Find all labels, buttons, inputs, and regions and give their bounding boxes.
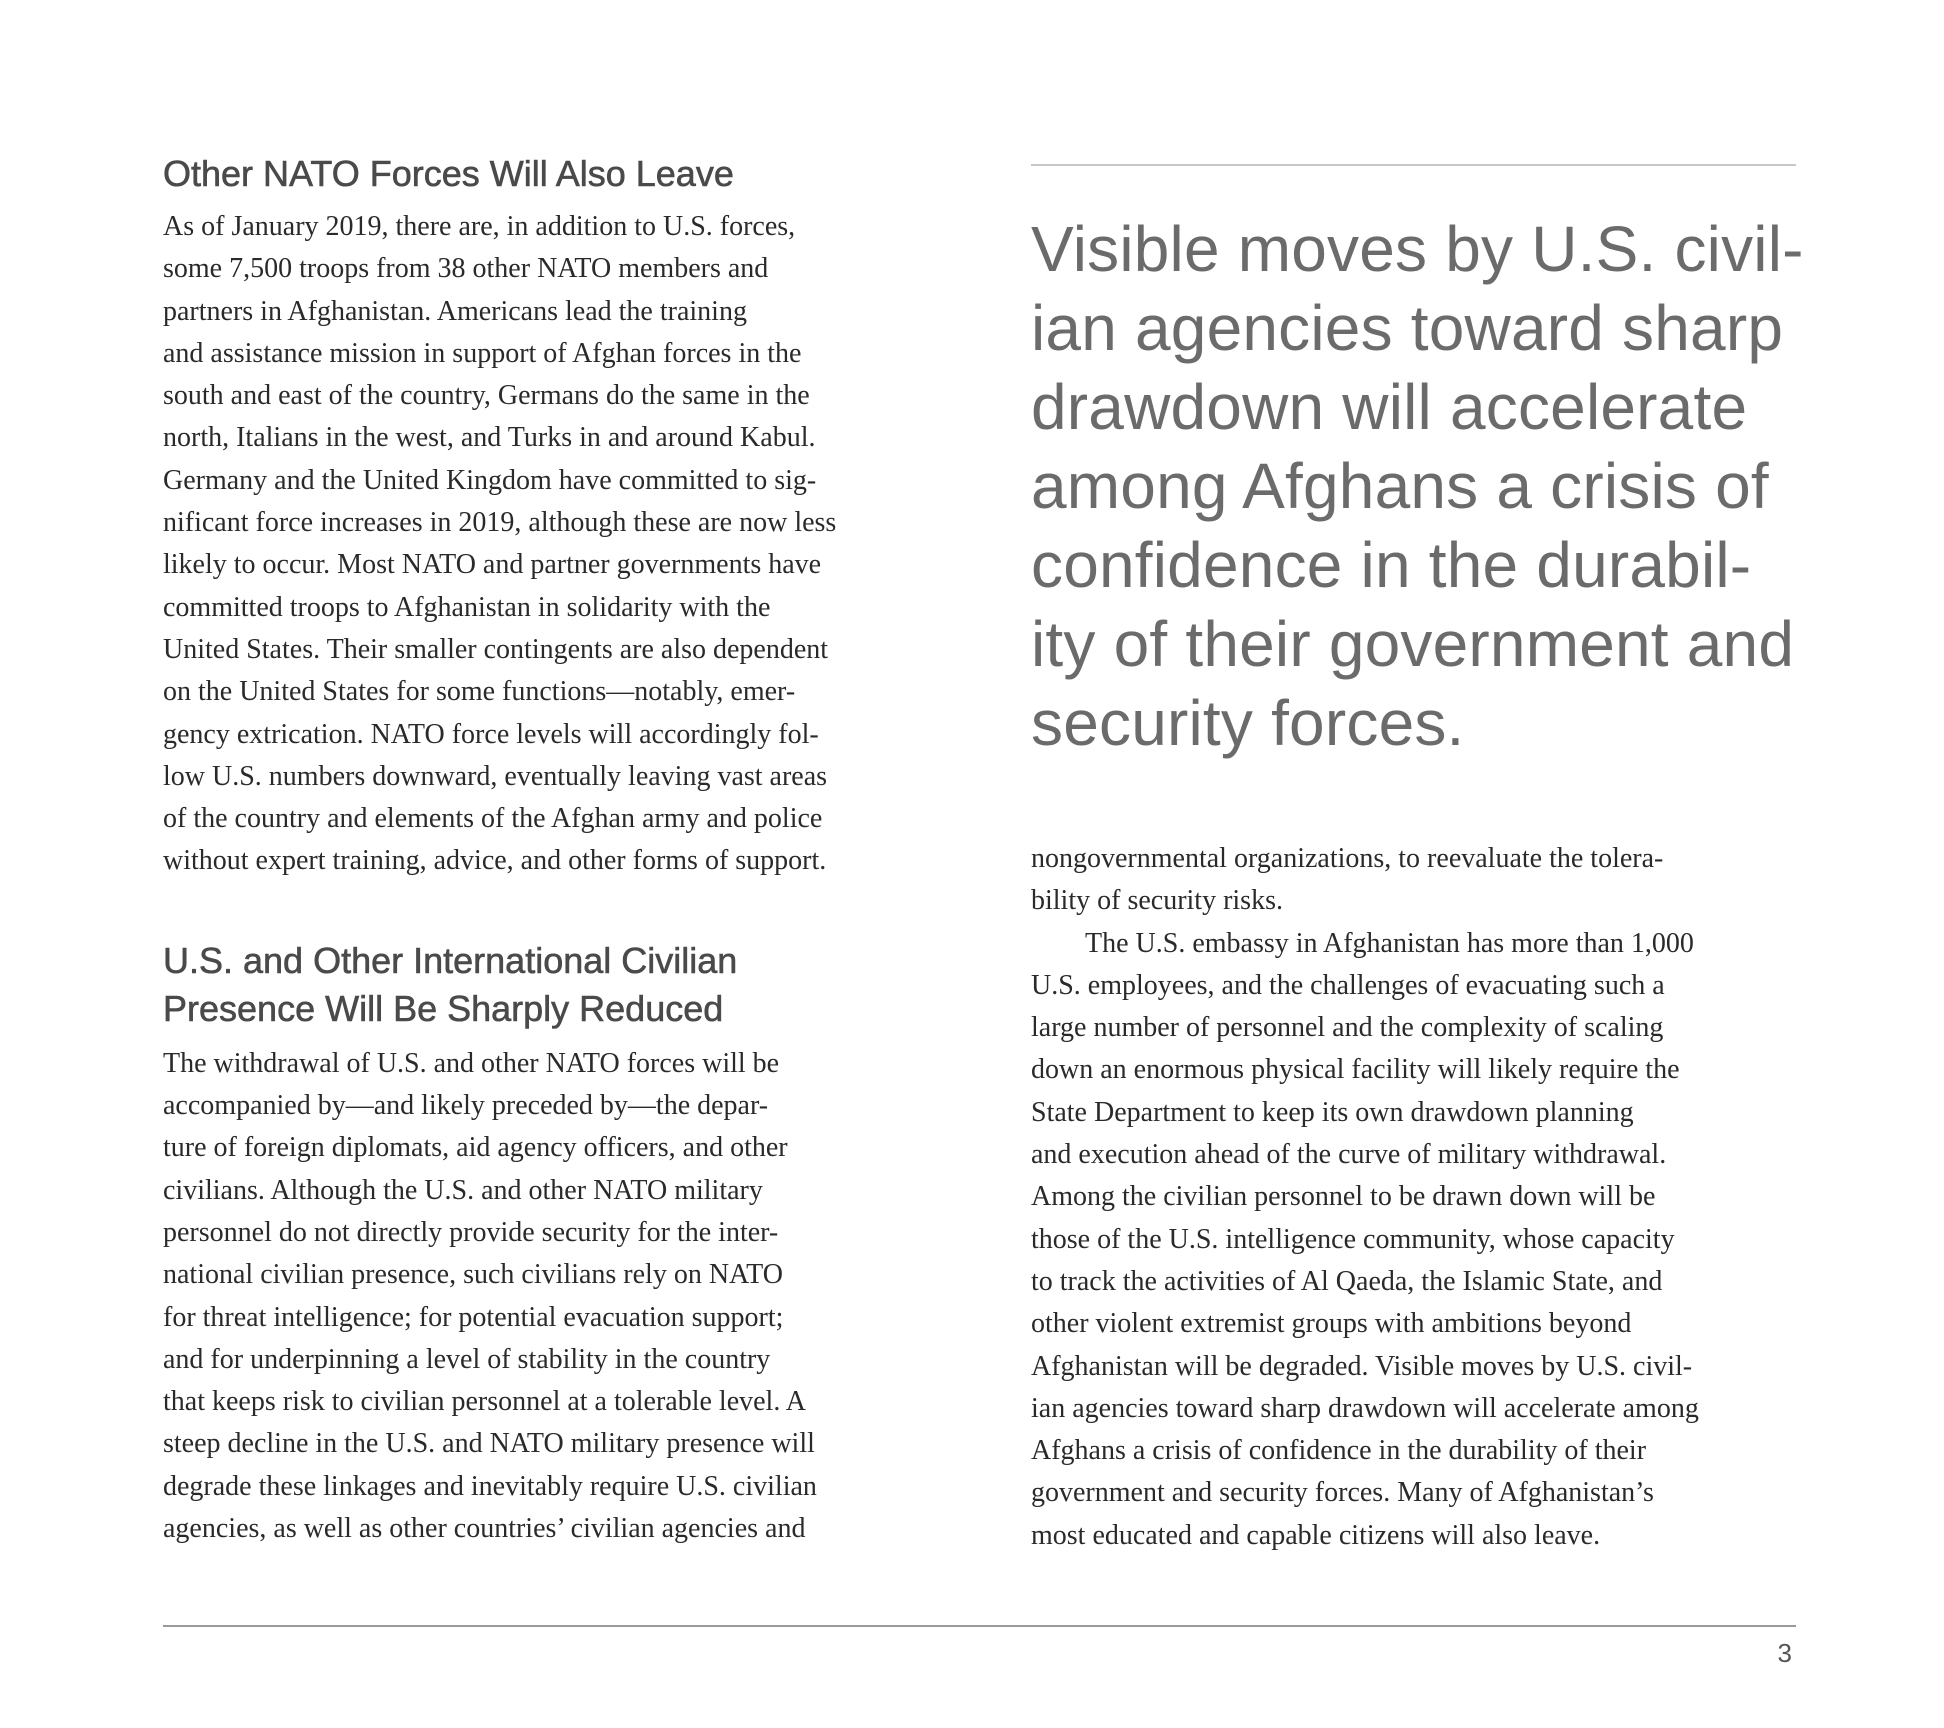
text-line: State Department to keep its own drawdown planning: [1031, 1096, 1634, 1128]
text-line: steep decline in the U.S. and NATO military presence will: [163, 1428, 815, 1460]
left-column: [163, 150, 933, 1550]
right-column-body: [1031, 838, 1796, 1557]
text-line: ture of foreign diplomats, aid agency officers, and other: [163, 1132, 788, 1164]
text-line: degrade these linkages and inevitably require U.S. civilian: [163, 1470, 817, 1502]
text-line: nongovernmental organizations, to reevaluate the tolera-: [1031, 843, 1664, 874]
text-line: other violent extremist groups with ambitions beyond: [1031, 1308, 1632, 1340]
text-line: for threat intelligence; for potential evacuation support;: [163, 1301, 784, 1333]
text-line: Among the civilian personnel to be drawn down will be: [1031, 1181, 1656, 1213]
pull-quote-line: security forces.: [1031, 687, 1465, 759]
text-line: ian agencies toward sharp drawdown will accelerate among: [1031, 1392, 1699, 1424]
text-line: bility of security risks.: [1031, 885, 1283, 917]
text-line: without expert training, advice, and other forms of support.: [163, 845, 827, 877]
text-line: likely to occur. Most NATO and partner governments have: [163, 549, 822, 581]
text-line: accompanied by—and likely preceded by—the depar-: [163, 1090, 769, 1122]
page-number: 3: [1777, 1638, 1792, 1668]
footer-divider: [163, 1625, 1796, 1627]
text-line: large number of personnel and the complexity of scaling: [1031, 1012, 1664, 1044]
text-line: The withdrawal of U.S. and other NATO forces will be: [163, 1047, 780, 1079]
section-heading-nato-forces: Other NATO Forces Will Also Leave: [163, 153, 734, 194]
text-line: and execution ahead of the curve of military withdrawal.: [1031, 1139, 1667, 1171]
text-line: Afghanistan will be degraded. Visible moves by U.S. civil-: [1031, 1350, 1693, 1382]
text-line: Afghans a crisis of confidence in the durability of their: [1031, 1435, 1647, 1467]
text-line: civilians. Although the U.S. and other NATO military: [163, 1174, 763, 1206]
text-line: The U.S. embassy in Afghanistan has more than 1,000: [1085, 927, 1694, 959]
text-line: that keeps risk to civilian personnel at a tolerable level. A: [163, 1386, 807, 1418]
section-heading-civilian-presence: [163, 937, 933, 1033]
text-line: low U.S. numbers downward, eventually leaving vast areas: [163, 760, 828, 792]
text-line: nificant force increases in 2019, although these are now less: [163, 507, 837, 539]
text-line: down an enormous physical facility will likely require the: [1031, 1054, 1680, 1086]
right-paragraph-2: [1031, 923, 1796, 1557]
pull-quote-line: ian agencies toward sharp: [1031, 292, 1784, 364]
text-line: committed troops to Afghanistan in solidarity with the: [163, 591, 771, 623]
pull-quote: [1031, 210, 1804, 763]
heading-line: U.S. and Other International Civilian: [163, 939, 738, 981]
text-line: on the United States for some functions—notably, emer-: [163, 676, 796, 708]
pull-quote-line: Visible moves by U.S. civil-: [1031, 213, 1804, 285]
text-line: of the country and elements of the Afghan army and police: [163, 803, 823, 835]
text-line: Germany and the United Kingdom have committed to sig-: [163, 464, 817, 496]
text-line: south and east of the country, Germans do the same in the: [163, 380, 810, 412]
heading-line: Presence Will Be Sharply Reduced: [163, 987, 724, 1029]
text-line: and for underpinning a level of stability in the country: [163, 1343, 771, 1375]
pull-quote-divider: [1031, 164, 1796, 166]
pull-quote-line: ity of their government and: [1031, 608, 1795, 680]
text-line: personnel do not directly provide security for the inter-: [163, 1216, 779, 1248]
text-line: to track the activities of Al Qaeda, the Islamic State, and: [1031, 1265, 1663, 1297]
text-line: most educated and capable citizens will also leave.: [1031, 1519, 1601, 1551]
text-line: agencies, as well as other countries’ civilian agencies and: [163, 1513, 806, 1545]
text-line: United States. Their smaller contingents are also dependent: [163, 633, 829, 665]
text-line: those of the U.S. intelligence community, whose capacity: [1031, 1223, 1675, 1255]
text-line: government and security forces. Many of Afghanistan’s: [1031, 1477, 1654, 1509]
pull-quote-line: confidence in the durabil-: [1031, 529, 1752, 601]
right-paragraph-1: [1031, 838, 1796, 923]
text-line: some 7,500 troops from 38 other NATO members and: [163, 253, 769, 285]
text-line: national civilian presence, such civilians rely on NATO: [163, 1259, 783, 1291]
section2-body: [163, 1043, 933, 1551]
text-line: and assistance mission in support of Afghan forces in the: [163, 337, 802, 369]
text-line: U.S. employees, and the challenges of evacuating such a: [1031, 969, 1665, 1001]
pull-quote-line: among Afghans a crisis of: [1031, 450, 1769, 522]
text-line: north, Italians in the west, and Turks in and around Kabul.: [163, 422, 816, 454]
text-line: As of January 2019, there are, in addition to U.S. forces,: [163, 211, 796, 242]
text-line: partners in Afghanistan. Americans lead the training: [163, 295, 747, 327]
text-line: gency extrication. NATO force levels will accordingly fol-: [163, 718, 819, 750]
pull-quote-line: drawdown will accelerate: [1031, 371, 1748, 443]
section1-body: [163, 206, 933, 883]
